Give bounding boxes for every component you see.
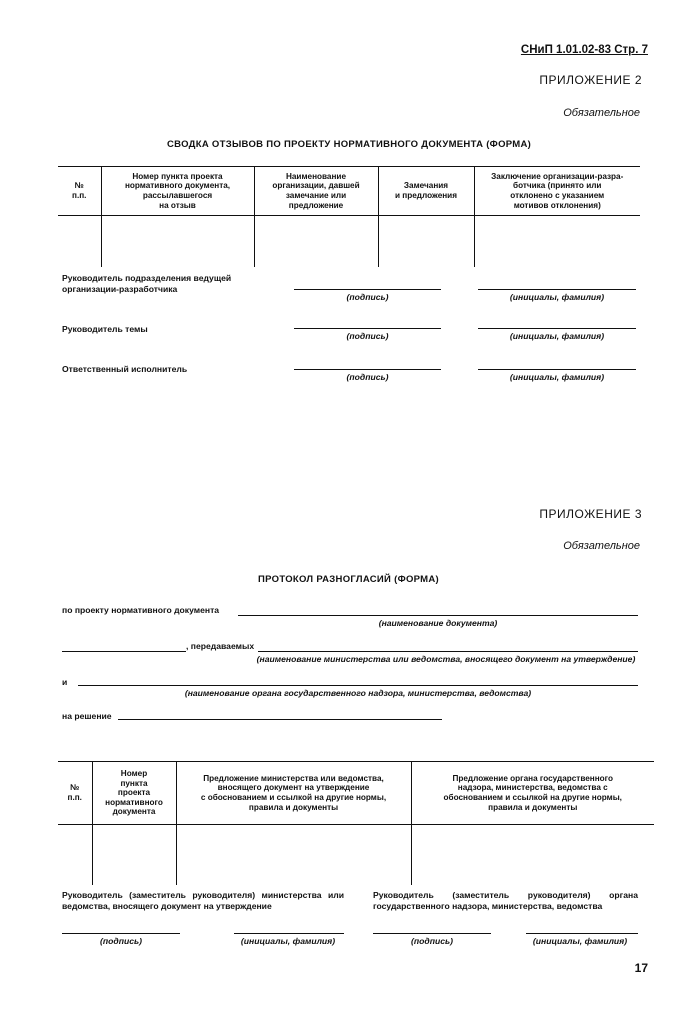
name-line[interactable]: [478, 289, 636, 290]
review-summary-table: [58, 166, 640, 267]
right-name-caption: (инициалы, фамилия): [532, 936, 628, 946]
supervision-body-line[interactable]: [78, 685, 638, 686]
left-signature-line[interactable]: [62, 933, 180, 934]
signature-line[interactable]: [294, 369, 441, 370]
ministry-name-caption: (наименование министерства или ведомства, вносящего документ на утверждение): [256, 654, 636, 664]
table-cell[interactable]: [92, 825, 176, 885]
table-cell[interactable]: [474, 216, 640, 267]
left-name-line[interactable]: [234, 933, 344, 934]
signature-role-executor: Ответственный исполнитель: [62, 364, 188, 374]
signature-caption: (подпись): [346, 292, 389, 302]
appendix-2-status: Обязательное: [563, 107, 640, 119]
name-line[interactable]: [478, 328, 636, 329]
and-label: и: [62, 677, 68, 687]
right-name-line[interactable]: [526, 933, 638, 934]
column-header-supervision-proposal: Предложение органа государственного надзора, министерства, ведомства с обоснованием и ссылкой на другие нормы, правила и документы: [411, 762, 654, 825]
supervision-body-caption: (наименование органа государственного надзора, министерства, ведомства): [184, 688, 532, 698]
appendix-3-title: ПРИЛОЖЕНИЕ 3: [539, 507, 642, 521]
decision-label: на решение: [62, 711, 112, 721]
name-caption: (инициалы, фамилия): [509, 292, 605, 302]
disagreement-protocol-table: [58, 761, 654, 885]
right-signature-role: Руководитель (заместитель руководителя) органа государственного надзора, министерства, ведомства: [373, 890, 638, 911]
table-cell[interactable]: [254, 216, 378, 267]
table-cell[interactable]: [58, 216, 101, 267]
page-number: 17: [634, 961, 648, 975]
signature-caption: (подпись): [346, 331, 389, 341]
signature-role-topic-head: Руководитель темы: [62, 324, 148, 334]
left-signature-role: Руководитель (заместитель руководителя) министерства или ведомства, вносящего документ на утверждение: [62, 890, 344, 911]
table-cell[interactable]: [378, 216, 474, 267]
decision-line[interactable]: [118, 719, 442, 720]
name-line[interactable]: [478, 369, 636, 370]
column-header-number: № п.п.: [58, 762, 92, 825]
signature-role-department-head: Руководитель подразделения ведущей организации-разработчика: [62, 273, 232, 294]
signature-line[interactable]: [294, 289, 441, 290]
name-caption: (инициалы, фамилия): [509, 331, 605, 341]
column-header-clause: Номер пункта проекта нормативного документа, рассылавшегося на отзыв: [101, 167, 254, 216]
signature-line[interactable]: [294, 328, 441, 329]
document-name-caption: (наименование документа): [378, 618, 498, 628]
transferred-label: , передаваемых: [186, 641, 255, 651]
column-header-organization: Наименование организации, давшей замечание или предложение: [254, 167, 378, 216]
appendix-3-status: Обязательное: [563, 540, 640, 552]
transferred-prefix-line[interactable]: [62, 651, 186, 652]
appendix-2-form-title: СВОДКА ОТЗЫВОВ ПО ПРОЕКТУ НОРМАТИВНОГО ДОКУМЕНТА (ФОРМА): [167, 139, 532, 150]
document-reference: СНиП 1.01.02-83 Стр. 7: [520, 44, 648, 56]
document-name-line[interactable]: [238, 615, 638, 616]
column-header-conclusion: Заключение организации-разра- ботчика (принято или отклонено с указанием мотивов отклонения): [474, 167, 640, 216]
column-header-number: № п.п.: [58, 167, 101, 216]
column-header-ministry-proposal: Предложение министерства или ведомства, вносящего документ на утверждение с обоснованием и ссылкой на другие нормы, правила и документы: [176, 762, 411, 825]
column-header-clause: Номер пункта проекта нормативного документа: [92, 762, 176, 825]
left-name-caption: (инициалы, фамилия): [240, 936, 336, 946]
table-cell[interactable]: [58, 825, 92, 885]
column-header-remarks: Замечания и предложения: [378, 167, 474, 216]
appendix-3-form-title: ПРОТОКОЛ РАЗНОГЛАСИЙ (ФОРМА): [258, 574, 440, 585]
appendix-2-title: ПРИЛОЖЕНИЕ 2: [539, 73, 642, 87]
name-caption: (инициалы, фамилия): [509, 372, 605, 382]
table-cell[interactable]: [411, 825, 654, 885]
project-label: по проекту нормативного документа: [62, 605, 220, 615]
signature-caption: (подпись): [346, 372, 389, 382]
right-signature-caption: (подпись): [411, 936, 453, 946]
left-signature-caption: (подпись): [100, 936, 142, 946]
table-cell[interactable]: [101, 216, 254, 267]
table-cell[interactable]: [176, 825, 411, 885]
ministry-name-line[interactable]: [258, 651, 638, 652]
right-signature-line[interactable]: [373, 933, 491, 934]
